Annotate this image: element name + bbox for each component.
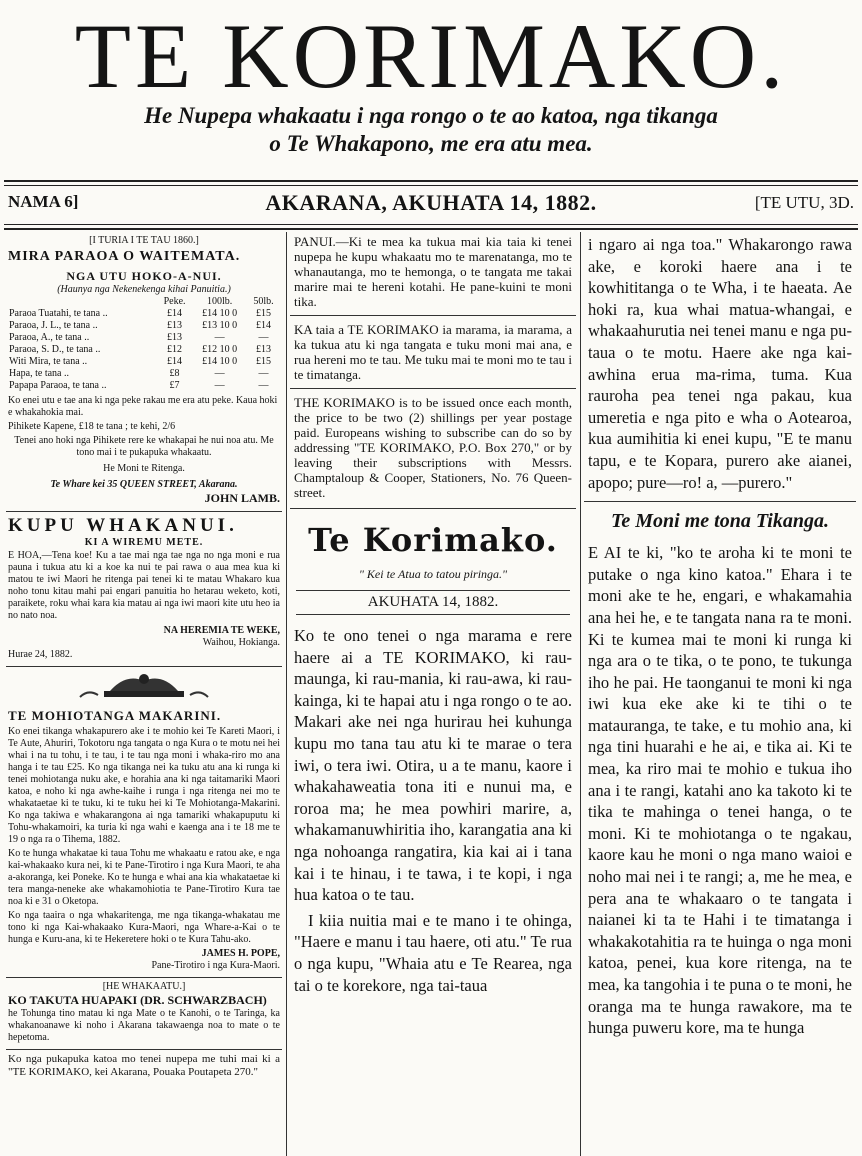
mohio-signed: JAMES H. POPE, <box>201 948 280 959</box>
taia-notice: KA taia a TE KORIMAKO ia marama, ia marama, a ka tukua atu ki nga tangata e tuku moni mai ana, e rua hereni mo te tau. Me tuku mai te moni mo te tau i te timatanga. <box>290 316 576 389</box>
mills-advert <box>6 232 282 512</box>
price-header-cell <box>8 296 157 308</box>
price-cell: £14 <box>256 320 271 331</box>
mills-p3: Tenei ano hoki nga Pihikete rere ke whakapai he nui noa atu. Me tono mai i te pukapuka whakaatu. <box>14 435 274 458</box>
price-cell: £14 <box>167 308 183 319</box>
price-header-row <box>8 296 280 308</box>
editorial-body-1: Ko te ono tenei o nga marama e rere haere ai a TE KORIMAKO, ki rau-maunga, ki rau-mania, ki rau-awa, ki rau-kainga, ki te hapai atu i nga rongo o te ao. Makari ake nei nga hurirau hei kuhunga kupu mo tana tau atu ki te marae o tera iwi, o tera iwi. Otira, u a te manu, kaore i whakahaweatia tona iti e nunui ma, e roroa ma; he mea powhiri marire, a, whakamanuwhiritia iho, karangatia ana ki nga nohoanga rangatira, kia kai ai i tana kai i te hinau, i te tawa, i te kopi, i nga hua katoa o te tau. <box>294 626 572 905</box>
mills-established: [I TURIA I TE TAU 1860.] <box>89 235 199 246</box>
mohio-role: Pane-Tirotiro i nga Kura-Maori. <box>151 960 280 971</box>
price-cell: — <box>258 332 269 343</box>
kupu-body: E HOA,—Tena koe! Ku a tae mai nga tae nga no nga moni e rua pauna i tukua atu ki a koe ka nui te pai rawa o aua mea kua ki matou te iwi Maori he ritenga pai tenei ki te matau Whakaro kua noho tonu kitau mahi pai engari panuitia ho hetarau weketo, koti, paraikete, roku whai kara kia matau ai nga iwi maori kite utu heo ia no nato noa. <box>8 550 280 621</box>
price-cell: £13 <box>167 320 183 331</box>
price-cell: — <box>258 368 269 379</box>
mills-p4: He Moni te Ritenga. <box>103 463 185 474</box>
mills-p2: Pihikete Kapene, £18 te tana ; te kehi, 2/6 <box>8 421 176 432</box>
takuta-notice <box>6 978 282 1050</box>
section-title: Te Moni me tona Tikanga. <box>611 510 829 533</box>
kupu-place: Waihou, Hokianga. <box>202 637 280 648</box>
pukapuka-notice: Ko nga pukapuka katoa mo tenei nupepa me tuhi mai ki a "TE KORIMAKO, kei Akarana, Pouaka Poutapeta 270." <box>8 1053 280 1078</box>
mohio-body-2: Ko te hunga whakatae ki taua Tohu me whakaatu e ratou ake, e nga kai-whakaako kura nei, ki te Pane-Tirotiro i nga Kura Maori, te aha a-akoranga, kei Poneke. Ko te hunga e whai ana kia whakataetae ki tera manga-neneke ake whakamohiotia te Pane-Tirotiro Kura tae noa ki e 31 o Oketopa. <box>8 848 280 907</box>
price-cell: — <box>214 380 225 391</box>
price-row <box>8 380 280 392</box>
kupu-to: KI A WIREMU METE. <box>84 537 204 548</box>
price-row <box>8 368 280 380</box>
kupu-whakanui <box>6 512 282 667</box>
price-row <box>8 332 280 344</box>
mohio-body-1: Ko enei tikanga whakapurero ake i te mohio kei Te Kareti Maori, i Te Aute, Ahuriri, Tokotoru nga tangata o nga Kura o te motu nei hei whai i na tu tohu, i te tau, i te tau nga moni i whaka-riro mo ana hanga i te tau £25. Ko nga tikanga nei ka tuku atu ana ki runga ki tenei mohiotanga nuku ake, e horahia ana ki nga taitamariki Maori katoa, e noho ki nga awhe-kaihe i runga i nga ritenga nei mo te whakataetae ki te tuku, ki te tuku hei ki Te Mohiotanga-Makarini. Ko nga takiwa e whakarangona ai nga tamariki whakapuputu ki Tohu-whakamoiri, ka turia ki nga wahi e kaenga ana i te 18 me te 19 o nga ra o Tihema, 1882. <box>8 726 280 845</box>
panui-notice: PANUI.—Ki te mea ka tukua mai kia taia ki tenei nupepa he kupu whakaatu mo te marenatanga, mo te whanautanga, mo te hemonga, o te tangata me takai marire mai te hereni kotahi. He pane-kuini te moni tika. <box>290 232 576 316</box>
price-cell: Paraoa, A., te tana .. <box>9 332 90 343</box>
price-cell: £7 <box>169 380 180 391</box>
price-header-cell: Peke. <box>163 296 186 307</box>
price-cell: Paraoa, S. D., te tana .. <box>9 344 101 355</box>
newspaper-title: TE KORIMAKO. <box>74 5 788 107</box>
price-cell: £14 10 0 <box>202 308 238 319</box>
takuta-title: KO TAKUTA HUAPAKI (DR. SCHWARZBACH) <box>8 993 267 1007</box>
price-table <box>8 296 280 392</box>
price-row <box>8 320 280 332</box>
subtitle-line-2: o Te Whakapono, me era atu mea. <box>269 131 593 156</box>
price-row <box>8 308 280 320</box>
kupu-date: Hurae 24, 1882. <box>8 649 73 660</box>
price-cell: Paraoa Tuatahi, te tana .. <box>9 308 108 319</box>
section-body: E AI te ki, "ko te aroha ki te moni te putake o nga kino katoa." Ehara i te moni ake te he, engari, e whakamahia ana hei he, e te tangata nana ra te moni. Ki te kumea mai te moni ki runga ki nga ara o te tika, o te pono, te tukunga iho he pai. He taonganui te moni ki nga iwi kua eke ake ki te tihi o te matauranga, te take, e tu mohio ana, ki nga tini huarahi e he ai, e tika ai. Ki te mea, ka riro mai te mohio e tukua iho ana i te rangi, katahi ano ka takoto ki te tika te mahinga o tenei hanga, o te moni. Ki te mohiotanga o te ngakau, kaore kau he moni o nga mano waioi e noho mai nei i te rangi; a, me he mea, e pera ana te whakaaro o te tangata i naianei ki ta te Hahi i te timatanga i whakakotahitia ra te huinga o nga moni katoa, penei, kua kore ritenga, na te mea, ka tangohia i te puna o te moni, he oranga ma te hunga rawakore, ma te hunga puweru kore, ma te hunga <box>588 543 852 1038</box>
editorial-date: AKUHATA 14, 1882. <box>296 590 570 615</box>
kupu-signed: NA HEREMIA TE WEKE, <box>163 625 280 636</box>
masthead <box>0 0 862 192</box>
price-cell: £12 <box>167 344 183 355</box>
mills-title: MIRA PARAOA O WAITEMATA. <box>8 249 241 264</box>
price-cell: £13 <box>167 332 183 343</box>
issue-number: NAMA 6] <box>8 192 79 211</box>
mohiotanga-notice <box>6 705 282 978</box>
english-notice: THE KORIMAKO is to be issued once each month, the price to be two (2) shillings per year postage paid. Europeans wishing to subscribe can do so by addressing "TE KORIMAKO, P.O. Box 270," or by leaving their subscriptions with Messrs. Champtaloup & Cooper, Stationers, No. 76 Queen-street. <box>290 389 576 509</box>
mills-owner: JOHN LAMB. <box>204 491 280 505</box>
place-date: AKARANA, AKUHATA 14, 1882. <box>265 190 597 215</box>
newspaper-subtitle <box>40 102 822 158</box>
mills-note: (Haunya nga Nekenekenga kihai Panuitia.) <box>57 284 231 295</box>
price-cell: — <box>214 368 225 379</box>
column-1 <box>6 232 282 1156</box>
price-cell: — <box>214 332 225 343</box>
column-3 <box>584 232 856 1156</box>
takuta-body: he Tohunga tino matau ki nga Mate o te Kanohi, o te Taringa, ka whakanoanawe ki noho i Akarana takawaenga noa to mate o te hepetoma. <box>8 1008 280 1043</box>
price-cell: £12 10 0 <box>202 344 238 355</box>
price-cell: Papapa Paraoa, te tana .. <box>9 380 107 391</box>
price-cell: £14 10 0 <box>202 356 238 367</box>
mills-address: Te Whare kei 35 QUEEN STREET, Akarana. <box>50 479 238 490</box>
price-header-cell: 100lb. <box>206 296 233 307</box>
top-rule-thin <box>4 185 858 186</box>
price-cell: £15 <box>256 356 271 367</box>
price-cell: £8 <box>169 368 180 379</box>
price-cell: — <box>258 380 269 391</box>
top-rule <box>4 180 858 182</box>
price-cell: Paraoa, J. L., te tana .. <box>9 320 98 331</box>
mills-p1: Ko enei utu e tae ana ki nga peke rakau me era atu peke. Kaua hoki e whakahokia mai. <box>8 395 278 418</box>
kupu-title: KUPU WHAKANUI. <box>8 515 238 536</box>
price-header-cell: 50lb. <box>253 296 274 307</box>
dateline-rule <box>4 224 858 225</box>
price: [TE UTU, 3D. <box>754 193 854 212</box>
price-row <box>8 356 280 368</box>
price-cell: £13 <box>256 344 271 355</box>
price-row <box>8 344 280 356</box>
takuta-head: [HE WHAKAATU.] <box>102 981 186 992</box>
price-cell: £15 <box>256 308 271 319</box>
crest-ornament <box>6 671 282 701</box>
column-2 <box>290 232 576 1156</box>
price-cell: £13 10 0 <box>202 320 238 331</box>
editorial-motto: " Kei te Atua to tatou piringa." <box>358 567 508 581</box>
editorial-continued: i ngaro ai nga toa." Whakarongo rawa ake, e koroki haere ana i te kowhititanga o te Wha, i te haeata. Ae hoki ra, kua whai matua-whangai, e whakaahurutia nei tenei manu e nga pu-taua o te motu. Haere ake nga kai-awhina erua ma-rima, tuma. Kua rauroha pea tenei nga pakau, kua umeretia e nga pito e wha o Aotearoa, kua aumihitia ki enei kupu, "E te manu tapu, e te Kopara, purero ake aianei, apopo; pure—ro! a, —purero." <box>584 232 856 502</box>
column-divider-2 <box>580 232 581 1156</box>
column-divider-1 <box>286 232 287 1156</box>
dateline-rule-thick <box>4 228 858 230</box>
dateline <box>8 190 854 224</box>
editorial-body-2: I kiia nuitia mai e te mano i te ohinga, "Haere e manu i tau haere, oti atu." Te rua o nga kupu, "Whaia atu e Te Rearea, nga tai o te korekore, nga tai-taua <box>294 910 572 995</box>
price-cell: Hapa, te tana .. <box>9 368 69 379</box>
subtitle-line-1: He Nupepa whakaatu i nga rongo o te ao katoa, nga tikanga <box>144 103 718 128</box>
mohio-body-3: Ko nga taaira o nga whakaritenga, me nga tikanga-whakatau me tono ki nga Kai-whakaako Kura-Maori, nga Whare-a-Kai o te hunga e Kuru-ana, ki te Hekeretere hoki o te Kura Tahu-ako. <box>8 910 280 945</box>
mohio-title: TE MOHIOTANGA MAKARINI. <box>8 708 222 723</box>
mills-subtitle: NGA UTU HOKO-A-NUI. <box>66 269 222 283</box>
price-cell: Witi Mira, te tana .. <box>9 356 88 367</box>
price-cell: £14 <box>167 356 183 367</box>
editorial-title: Te Korimako. <box>308 521 558 559</box>
